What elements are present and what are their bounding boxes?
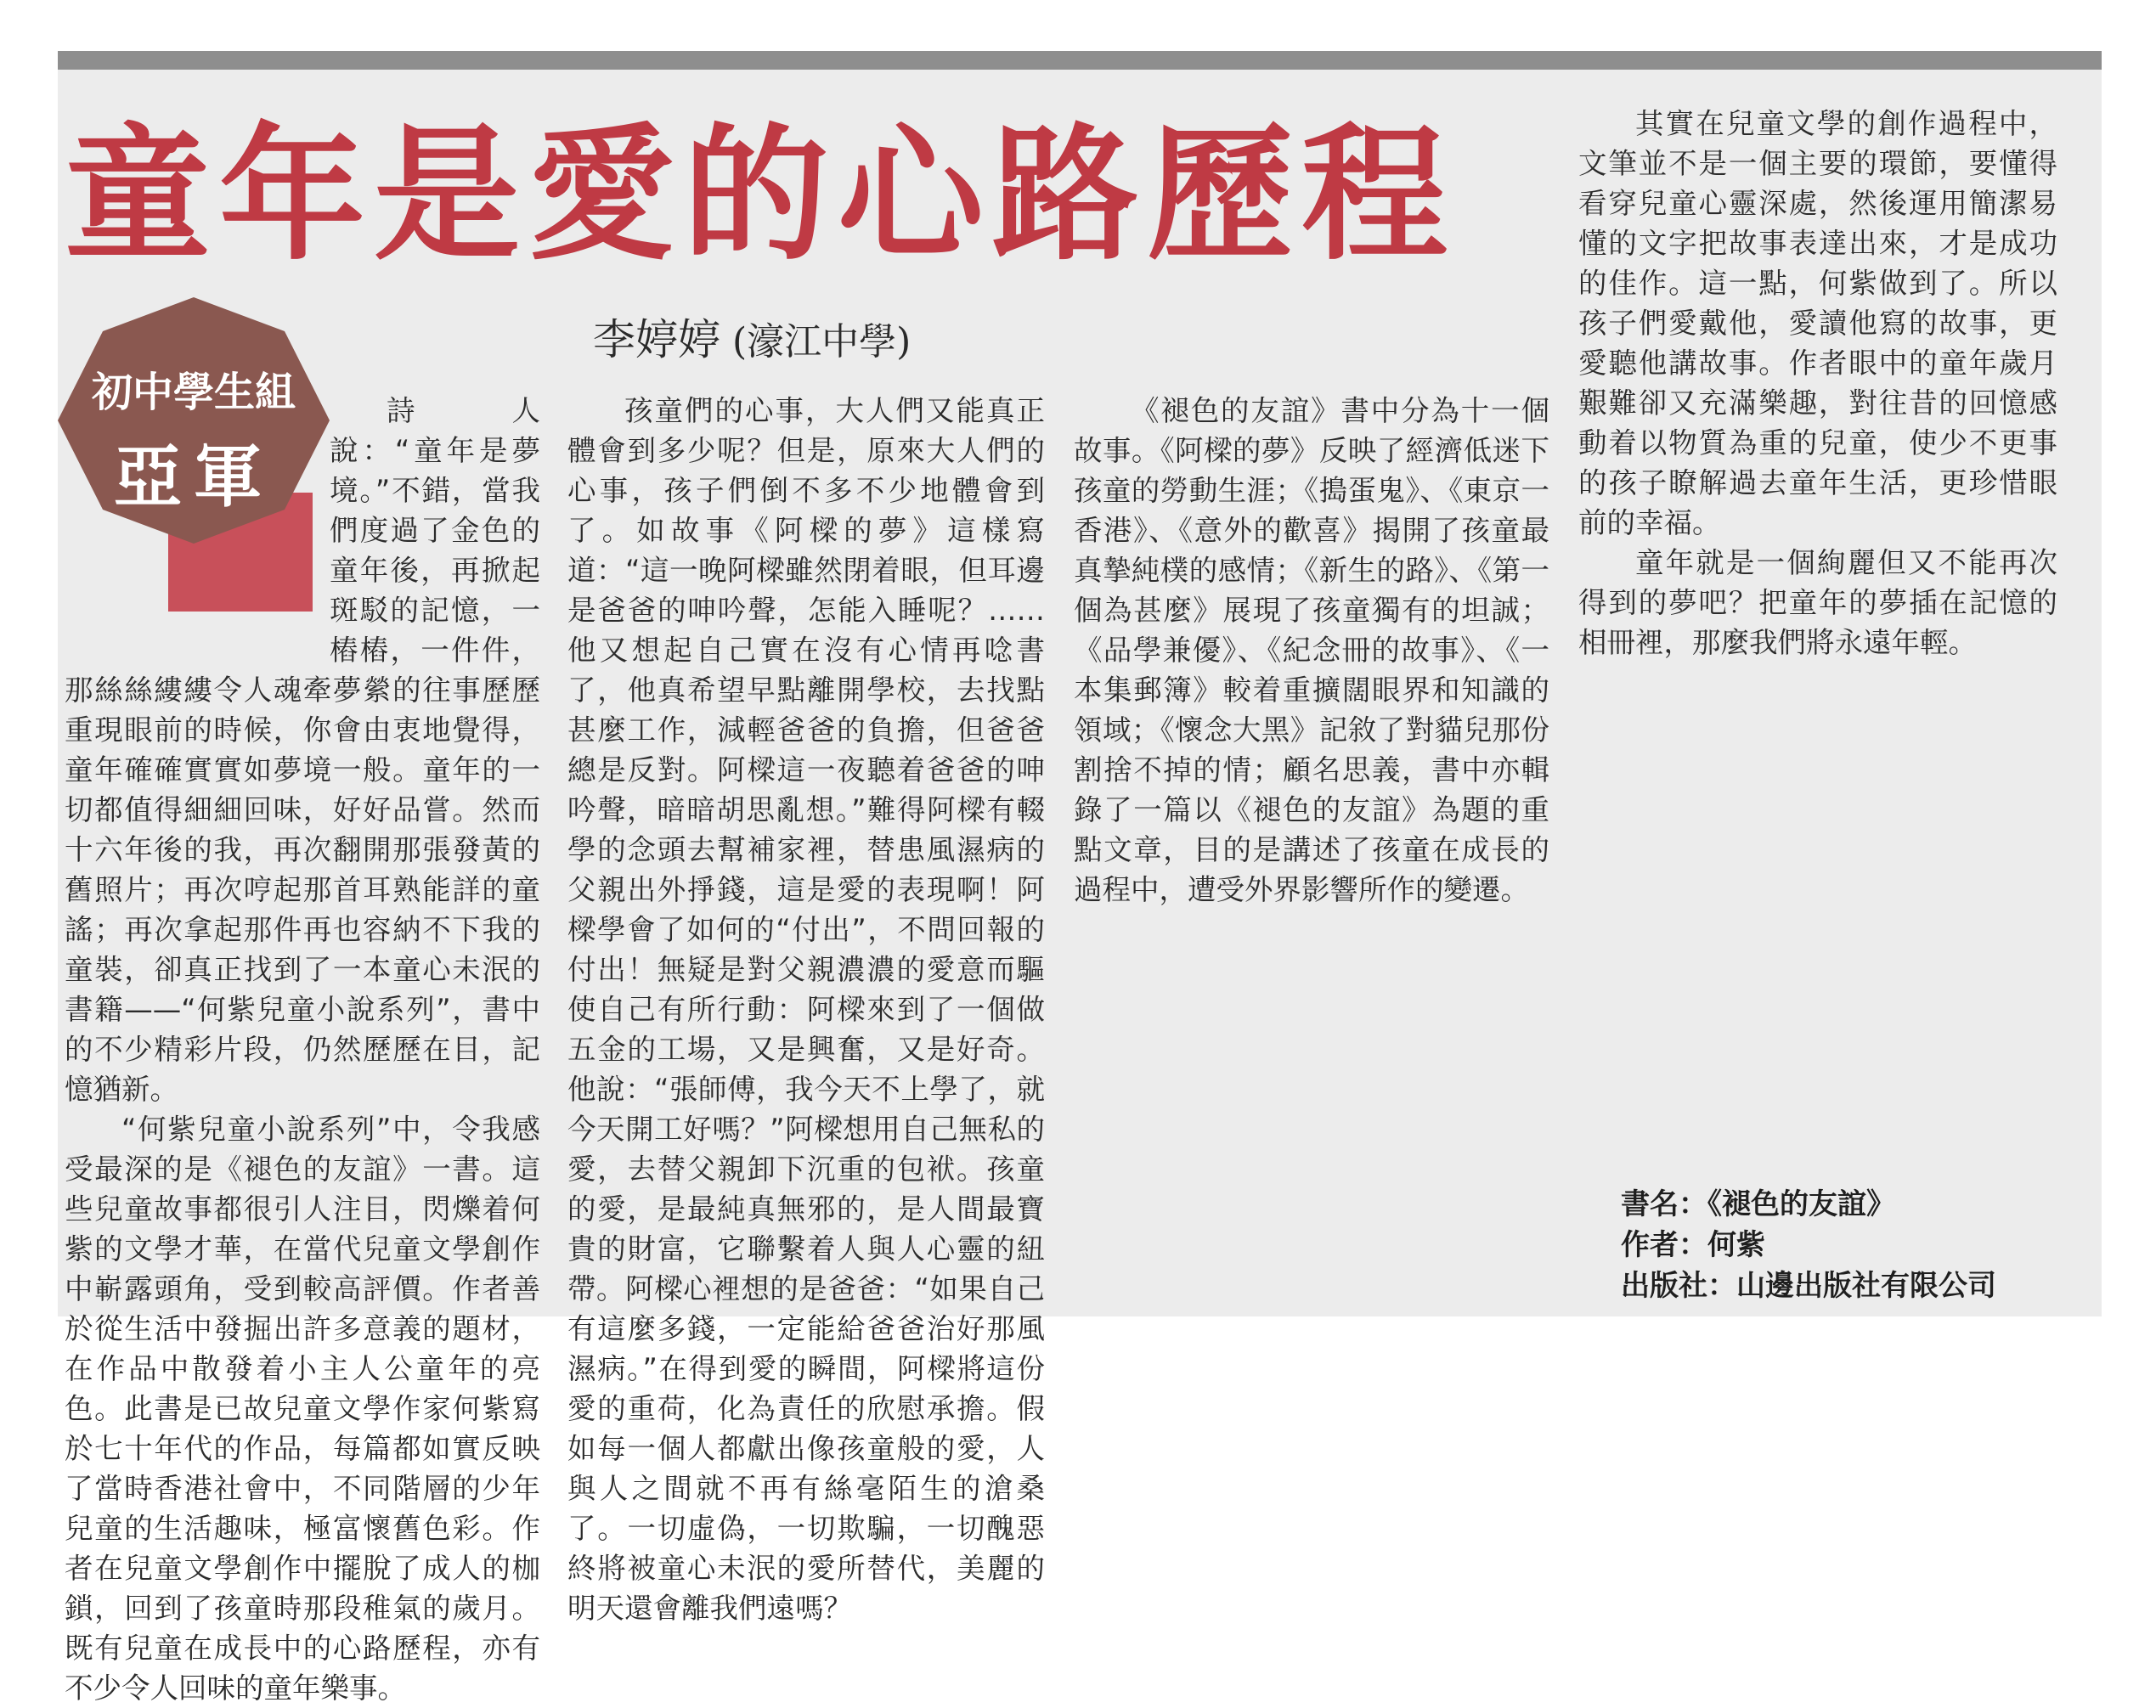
newspaper-clipping [58,51,2102,1705]
paragraph-5: 其實在兒童文學的創作過程中，文筆並不是一個主要的環節，要懂得看穿兒童心靈深處，然後運用簡潔易懂的文字把故事表達出來，才是成功的佳作。這一點，何紫做到了。所以孩子們愛戴他，愛讀他寫的故事，更愛聽他講故事。作者眼中的童年歲月艱難卻又充滿樂趣，對往昔的回憶感動着以物質為重的兒童，使少不更事的孩子瞭解過去童年生活，更珍惜眼前的幸福。 [1578,107,2057,539]
book-publisher-line: 出版社：山邊出版社有限公司 [1621,1269,1996,1303]
paragraph-3: 孩童們的心事，大人們又能真正體會到多少呢？但是，原來大人們的心事，孩子們倒不多不少地體會到了。如故事《阿樑的夢》這樣寫道：“這一晚阿樑雖然閉着眼，但耳邊是爸爸的呻吟聲，怎能入睡呢？……他又想起自己實在沒有心情再唸書了，他真希望早點離開學校，去找點甚麼工作，減輕爸爸的負擔，但爸爸總是反對。阿樑這一夜聽着爸爸的呻吟聲，暗暗胡思亂想。”難得阿樑有輟學的念頭去幫補家裡，替患風濕病的父親出外掙錢，這是愛的表現啊！阿樑學會了如何的“付出”，不問回報的付出！無疑是對父親濃濃的愛意而驅使自己有所行動：阿樑來到了一個做五金的工場，又是興奮，又是好奇。他說：“張師傅，我今天不上學了，就今天開工好嗎？”阿樑想用自己無私的愛，去替父親卸下沉重的包袱。孩童的愛，是最純真無邪的，是人間最寶貴的財富，它聯繫着人與人心靈的紐帶。阿樑心裡想的是爸爸：“如果自己有這麼多錢，一定能給爸爸治好那風濕病。”在得到愛的瞬間，阿樑將這份愛的重荷，化為責任的欣慰承擔。假如每一個人都獻出像孩童般的愛，人與人之間就不再有絲毫陌生的滄桑了。一切虛偽，一切欺騙，一切醜惡終將被童心未泯的愛所替代，美麗的明天還會離我們遠嗎？ [567,394,1045,1625]
byline [593,306,1137,374]
badge-group-label: 初中學生組 [91,369,296,416]
book-author-line: 作者：何紫 [1621,1228,1765,1262]
paragraph-1: 詩人說：“童年是夢境。”不錯，當我們度過了金色的童年後，再掀起斑駁的記憶，一樁樁，一件件，那絲絲縷縷令人魂牽夢縈的往事歷歷重現眼前的時候，你會由衷地覺得，童年確確實實如夢境一般。童年的一切都值得細細回味，好好品嘗。然而十六年後的我，再次翻開那張發黃的舊照片；再次哼起那首耳熟能詳的童謠；再次拿起那件再也容納不下我的童裝，卻真正找到了一本童心未泯的書籍——“何紫兒童小說系列”，書中的不少精彩片段，仍然歷歷在目，記憶猶新。 [65,394,540,1106]
article-column-2 [567,391,1045,1625]
paragraph-2-start: “何紫兒童小說系列”中，令我感受最深的是《褪色的友誼》一書。這些兒童故事都很引人注目，閃爍着何紫的文學才華，在當代兒童文學創作中嶄露頭角，受到較高評價。作者善於從生活中發掘出許多意義的題材，在作品中散發着小主人公童年的亮色。此書是已故兒童文學作家何紫寫於七十年代的作品，每篇都如實反映了當時香港社會中，不同階層的少年兒童的生活趣味，極富懷舊色彩。作者在兒童文學創作中擺脫了成人的枷鎖，回到了孩童時那段稚氣的歲月。既有兒童在成長中的心路歷程，亦有不少令人回味的童年樂事。 [65,1113,540,1705]
author-name: 李婷婷 [593,315,720,364]
paragraph-6: 童年就是一個絢麗但又不能再次得到的夢吧？把童年的夢插在記憶的相冊裡，那麼我們將永遠年輕。 [1578,546,2057,659]
badge-award-label: 亞軍 [114,437,274,516]
top-rule [58,51,2102,70]
author-school: (濠江中學) [732,320,912,364]
article-column-3 [1074,391,1549,1316]
book-title-line: 書名：《褪色的友誼》 [1621,1187,1895,1221]
badge-space [65,391,330,661]
paragraph-4: 《褪色的友誼》書中分為十一個故事。《阿樑的夢》反映了經濟低迷下孩童的勞動生涯；《搗蛋鬼》、《東京一香港》、《意外的歡喜》揭開了孩童最真摯純樸的感情；《新生的路》、《第一個為甚麼》展現了孩童獨有的坦誠；《品學兼優》、《紀念冊的故事》、《一本集郵簿》較着重擴闊眼界和知識的領域；《懷念大黑》記敘了對貓兒那份割捨不掉的情；顧名思義，書中亦輯錄了一篇以《褪色的友誼》為題的重點文章，目的是講述了孩童在成長的過程中，遭受外界影響所作的變遷。 [1074,394,1549,906]
book-info [1621,1184,2097,1311]
article-column-4 [1578,104,2057,1191]
article-title: 童年是愛的心路歷程 [65,110,1456,280]
article-column-1 [65,391,540,1705]
